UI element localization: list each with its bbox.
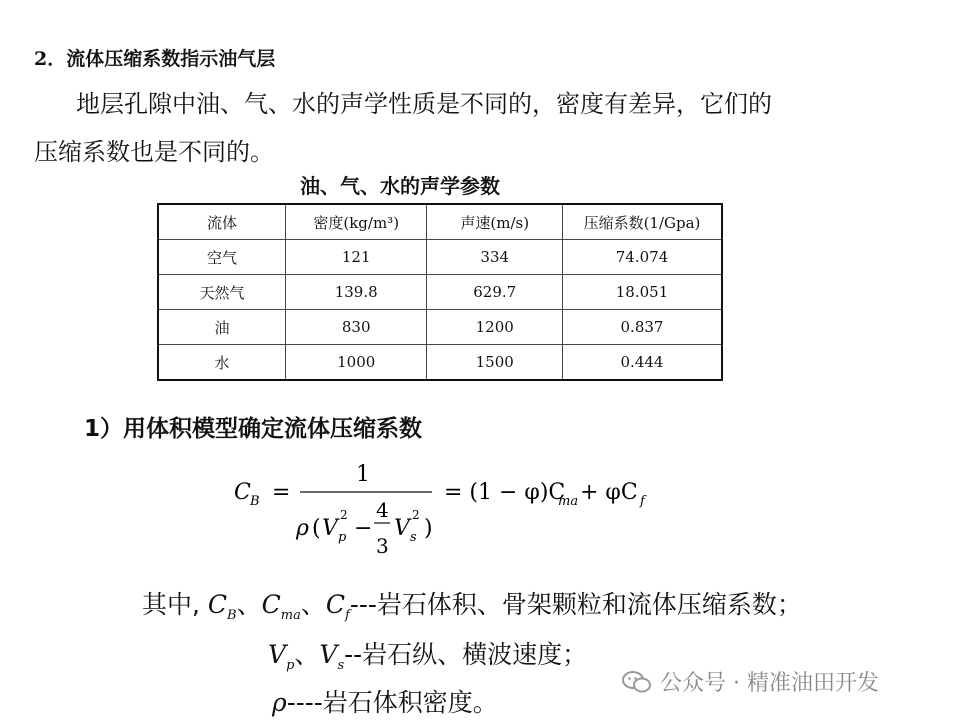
separator: 、 bbox=[300, 590, 326, 619]
formula-numerator: 1 bbox=[356, 462, 370, 487]
explanation-prefix: 其中, bbox=[142, 590, 200, 619]
symbol-rho: ρ bbox=[272, 688, 287, 717]
table-cell: 139.8 bbox=[285, 275, 427, 310]
formula-rhs: = (1 − φ)C bbox=[444, 480, 566, 505]
description-density: ----岩石体积密度。 bbox=[286, 688, 498, 717]
paragraph-line-2: 压缩系数也是不同的。 bbox=[34, 138, 274, 166]
subsection-heading: 1）用体积模型确定流体压缩系数 bbox=[84, 416, 423, 442]
formula-rho: ρ bbox=[296, 516, 309, 541]
table-cell: 天然气 bbox=[158, 275, 285, 310]
close-paren: ) bbox=[424, 516, 433, 541]
formula-vs-sq: 2 bbox=[412, 508, 420, 522]
formula-vp: V bbox=[322, 516, 338, 541]
compressibility-formula bbox=[230, 455, 670, 565]
formula-lhs-sub: B bbox=[250, 494, 260, 509]
watermark bbox=[622, 666, 879, 697]
formula-rhs-sub: ma bbox=[558, 494, 579, 509]
column-header: 密度(kg/m³) bbox=[285, 204, 427, 240]
table-cell: 121 bbox=[285, 240, 427, 275]
table-cell: 0.444 bbox=[563, 345, 723, 381]
table-cell: 1000 bbox=[285, 345, 427, 381]
formula-minus: − bbox=[354, 516, 373, 541]
formula-rhs-sub2: f bbox=[640, 494, 645, 509]
column-header: 压缩系数(1/Gpa) bbox=[563, 204, 723, 240]
open-paren: ( bbox=[312, 516, 321, 541]
table-cell: 油 bbox=[158, 310, 285, 345]
table-cell: 74.074 bbox=[563, 240, 723, 275]
wechat-icon bbox=[622, 670, 652, 694]
table-cell: 334 bbox=[427, 240, 563, 275]
description-velocity: --岩石纵、横波速度； bbox=[344, 640, 588, 669]
formula-eq: = bbox=[272, 480, 291, 505]
acoustic-parameters-table bbox=[157, 203, 723, 381]
table-caption: 油、气、水的声学参数 bbox=[300, 174, 500, 198]
formula-plus: + φC bbox=[580, 480, 638, 505]
table-cell: 0.837 bbox=[563, 310, 723, 345]
table-header-row bbox=[158, 204, 722, 240]
table-row bbox=[158, 240, 722, 275]
explanation-line-1 bbox=[142, 585, 802, 623]
paragraph-line-1: 地层孔隙中油、气、水的声学性质是不同的，密度有差异，它们的 bbox=[76, 90, 772, 118]
explanation-line-3 bbox=[272, 683, 498, 719]
explanation-line-2 bbox=[268, 635, 587, 673]
table-cell: 629.7 bbox=[427, 275, 563, 310]
column-header: 流体 bbox=[158, 204, 285, 240]
formula-vs: V bbox=[394, 516, 410, 541]
table-cell: 1500 bbox=[427, 345, 563, 381]
symbol-cf: $C_f$ bbox=[325, 590, 350, 623]
separator: 、 bbox=[236, 590, 262, 619]
symbol-vs: $V_s$ bbox=[319, 640, 345, 673]
symbol-cb: $C_B$ bbox=[207, 590, 237, 623]
formula-vs-sub: s bbox=[410, 530, 417, 545]
table-row bbox=[158, 310, 722, 345]
table-cell: 水 bbox=[158, 345, 285, 381]
symbol-cma: $C_{ma}$ bbox=[261, 590, 301, 623]
table-row bbox=[158, 275, 722, 310]
column-header: 声速(m/s) bbox=[427, 204, 563, 240]
symbol-vp: $V_p$ bbox=[268, 640, 295, 673]
table-cell: 空气 bbox=[158, 240, 285, 275]
formula-vp-sq: 2 bbox=[340, 508, 348, 522]
formula-frac-den: 3 bbox=[376, 534, 389, 558]
watermark-text: 公众号 · 精准油田开发 bbox=[660, 671, 879, 696]
formula-lhs: C bbox=[234, 480, 251, 505]
formula-frac-num: 4 bbox=[376, 498, 389, 522]
table-cell: 1200 bbox=[427, 310, 563, 345]
section-heading: 2．流体压缩系数指示油气层 bbox=[34, 48, 276, 70]
table-cell: 830 bbox=[285, 310, 427, 345]
table-row bbox=[158, 345, 722, 381]
description-compressibility: ---岩石体积、骨架颗粒和流体压缩系数； bbox=[349, 590, 802, 619]
separator: 、 bbox=[294, 640, 320, 669]
formula-vp-sub: p bbox=[338, 530, 347, 545]
table-cell: 18.051 bbox=[563, 275, 723, 310]
